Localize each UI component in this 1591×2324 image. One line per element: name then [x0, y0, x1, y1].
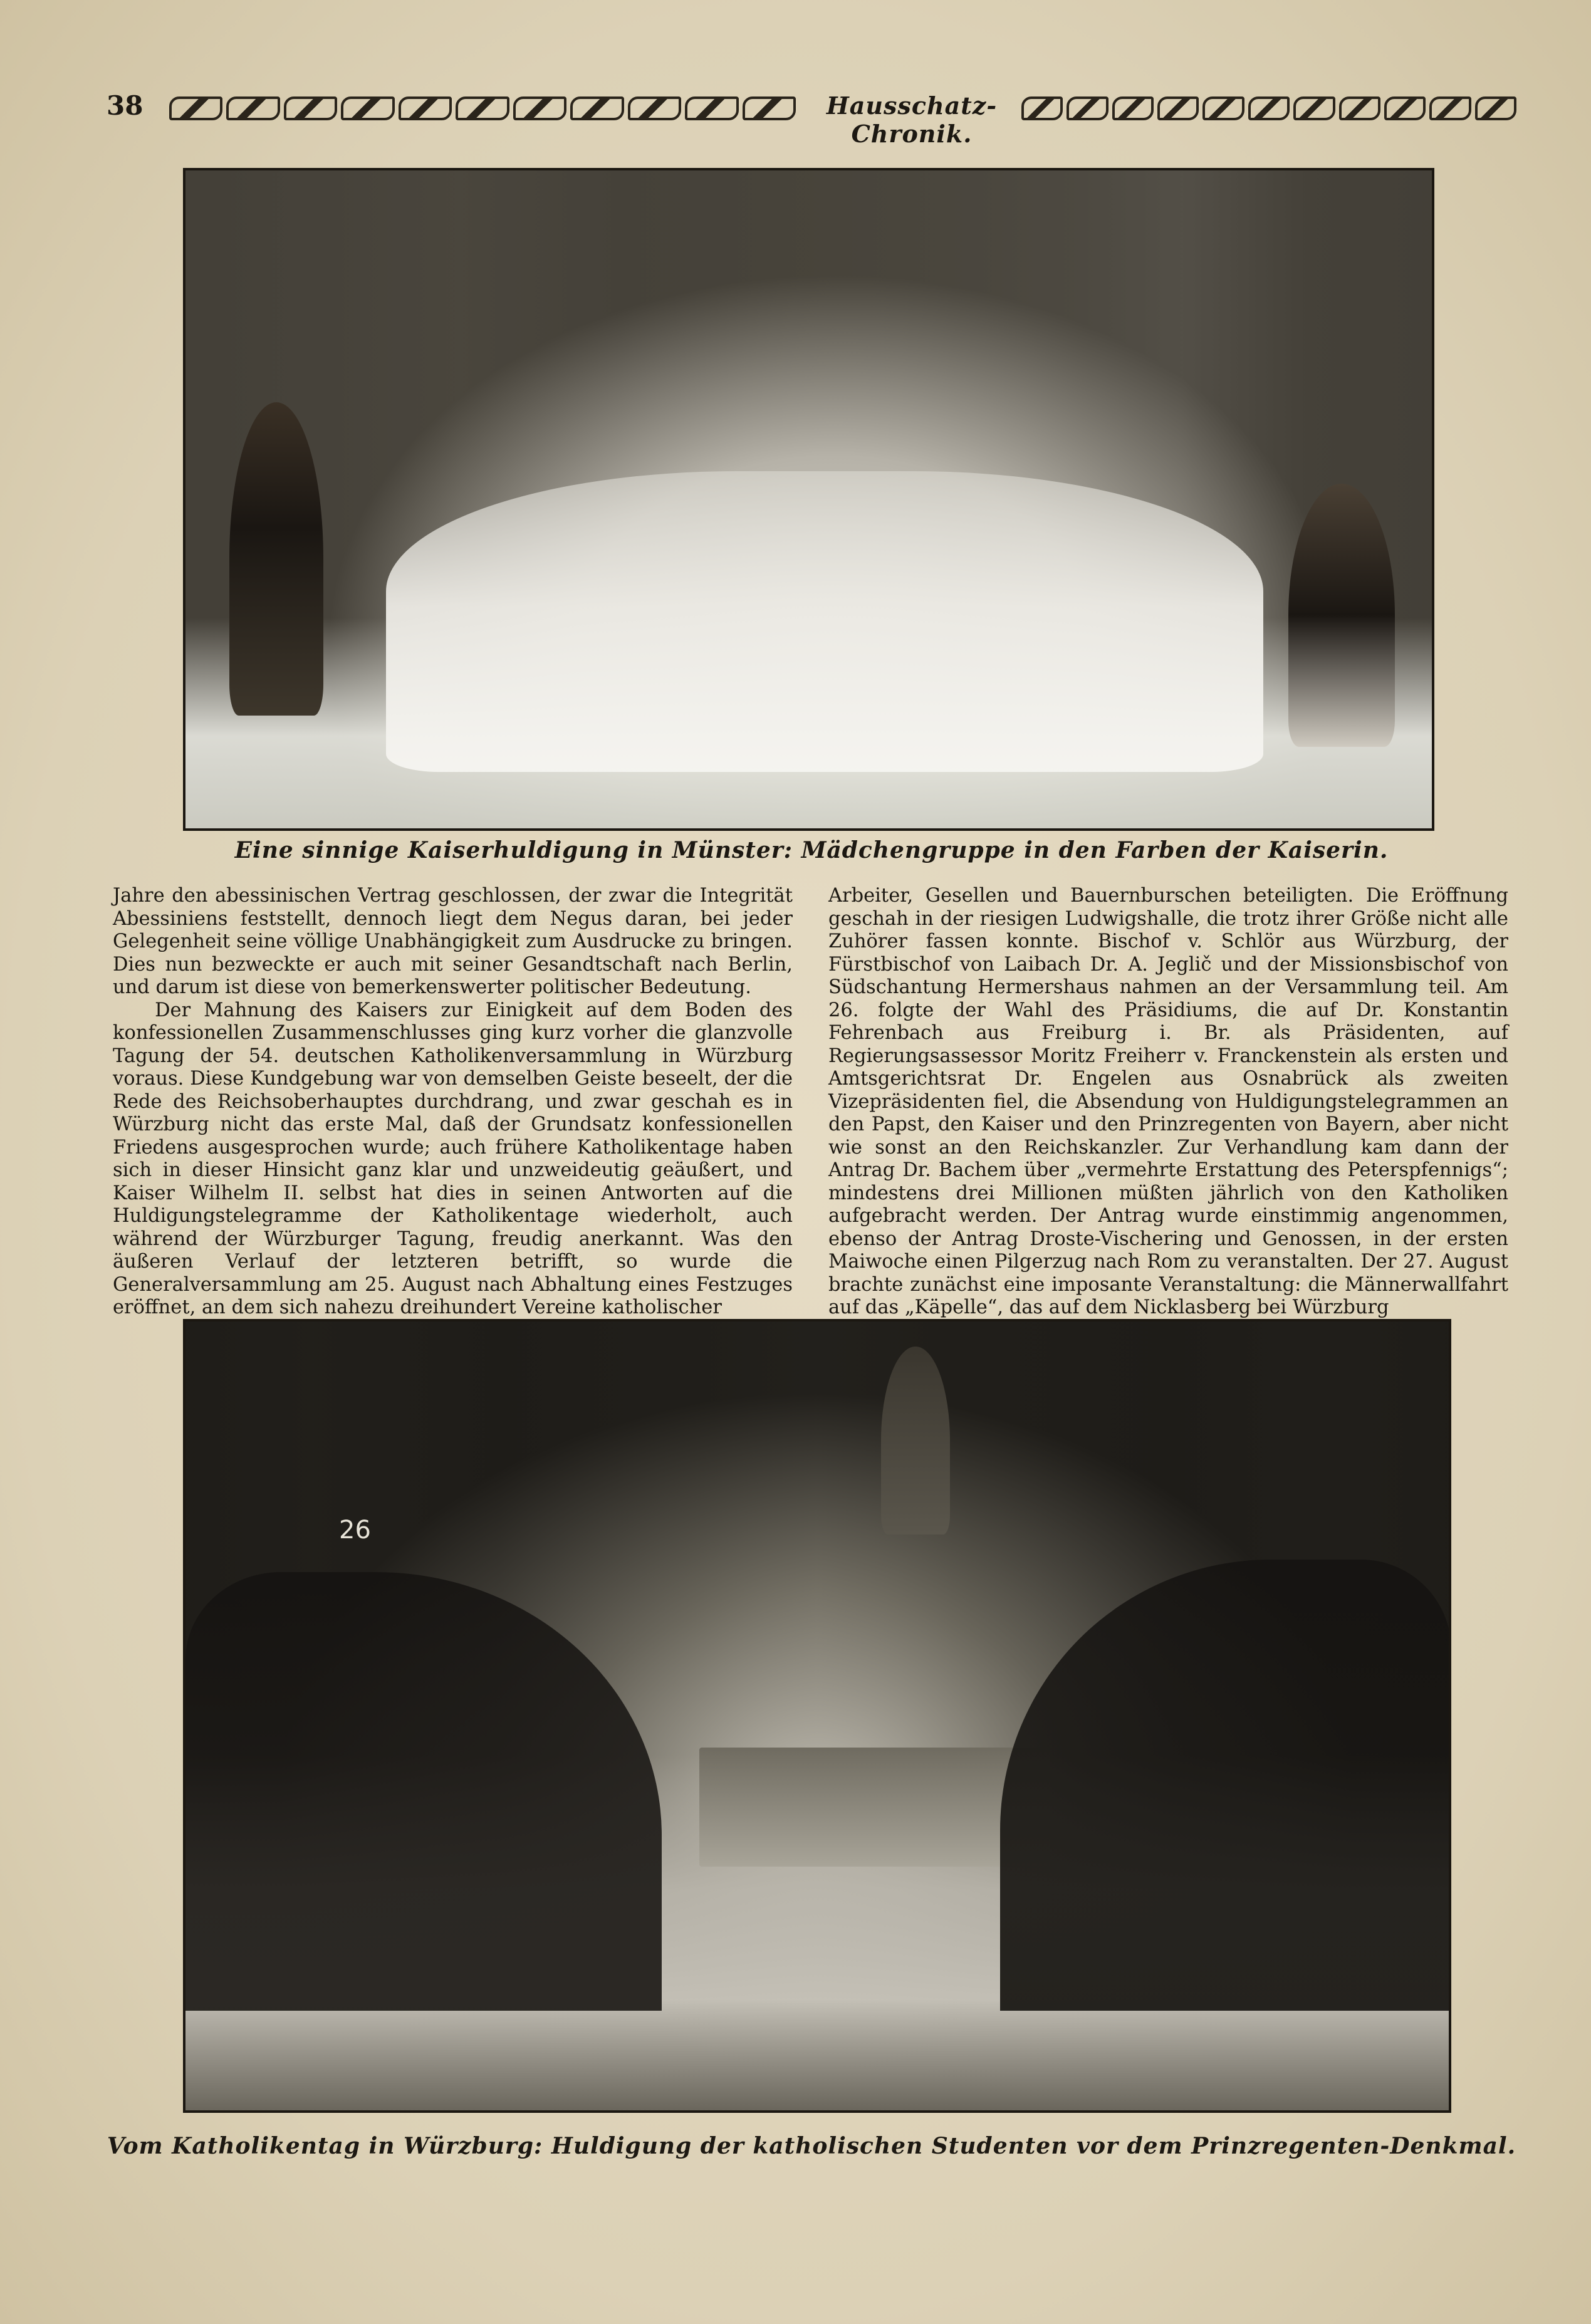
ornament-wave [1067, 96, 1108, 120]
header-title: Hausschatz-Chronik. [826, 91, 998, 148]
ornament-wave [1429, 96, 1471, 120]
paragraph: Arbeiter, Gesellen und Bauernburschen beteiligten. Die Eröffnung geschah in der riesigen Ludwigshalle, die trotz ihrer Größe nicht alle Zuhörer fassen konnte. Bischof v. Schlör aus Würzburg, der Fürstbischof von Laibach Dr. A. Jeglič und der Missionsbischof von Südschantung Hermershaus nahmen an der Versammlung teil. Am 26. folgte der Wahl des Präsidiums, die auf Dr. Konstantin Fehrenbach aus Freiburg i. Br. als Präsidenten, auf Regierungsassessor Moritz Freiherr v. Franckenstein als ersten und Amtsgerichtsrat Dr. Engelen aus Osnabrück als zweiten Vizepräsidenten fiel, die Absendung von Huldigungstelegrammen an den Papst, den Kaiser und den Prinzregenten von Bayern, aber nicht wie sonst an den Reichskanzler. Zur Verhandlung kam dann der Antrag Dr. Bachem über „vermehrte Erstattung des Peterspfennigs“; mindestens drei Millionen müßten jährlich von den Katholiken aufgebracht werden. Der Antrag wurde einstimmig angenommen, ebenso der Antrag Droste-Vischering und Genossen, in der ersten Maiwoche einen Pilgerzug nach Rom zu veranstalten. Der 27. August brachte zunächst eine imposante Veranstaltung: die Männerwallfahrt auf das „Käpelle“, das auf dem Nicklasberg bei Würzburg [828, 885, 1508, 1318]
monument-statue [881, 1347, 950, 1535]
ornament-wave [226, 96, 279, 120]
photo-student-homage [183, 1319, 1451, 2113]
paragraph: Jahre den abessinischen Vertrag geschlossen, der zwar die Integrität Abessiniens feststellt, dennoch liegt dem Negus daran, bei jeder Gelegenheit seine völlige Unabhängigkeit zum Ausdrucke zu bringen. Dies nun bezweckte er auch mit seiner Gesandtschaft nach Berlin, und darum ist diese von bemerkenswerter politischer Bedeutung. [113, 885, 793, 998]
ornament-wave [1157, 96, 1199, 120]
ornament-wave [341, 96, 394, 120]
ornament-wave [1475, 96, 1516, 120]
costumed-figure-right [1288, 484, 1395, 747]
caption-top: Eine sinnige Kaiserhuldigung in Münster: Mädchengruppe in den Farben der Kaiserin. [234, 837, 1389, 863]
page-number: 38 [107, 90, 143, 121]
header-ornament-left [169, 96, 796, 119]
ornament-wave [1202, 96, 1244, 120]
photo-marking: 26 [339, 1516, 371, 1545]
ornament-wave [513, 96, 566, 120]
ornament-wave [1021, 96, 1063, 120]
text-column-left [113, 885, 793, 1320]
paragraph: Der Mahnung des Kaisers zur Einigkeit auf dem Boden des konfessionellen Zusammenschlusses ging kurz vorher die glanzvolle Tagung der 54. deutschen Katholikenversammlung in Würzburg voraus. Diese Kundgebung war von demselben Geiste beseelt, der die Rede des Reichsoberhauptes durchdrang, und zwar geschah es in Würzburg nicht das erste Mal, daß der Grundsatz konfessionellen Friedens ausgesprochen wurde; auch frühere Katholikentage haben sich in dieser Hinsicht ganz klar und unzweideutig geäußert, und Kaiser Wilhelm II. selbst hat dies in seinen Antworten auf die Huldigungstelegramme der Katholikentage wiederholt, auch während der Würzburger Tagung, freudig anerkannt. Was den äußeren Verlauf der letzteren betrifft, so wurde die Generalversammlung am 25. August nach Abhaltung eines Festzuges eröffnet, an dem sich nahezu dreihundert Vereine katholischer [113, 999, 793, 1318]
monument-steps [699, 1748, 1050, 1867]
ornament-wave [628, 96, 681, 120]
ornament-wave [169, 96, 222, 120]
ornament-wave [570, 96, 623, 120]
ornament-wave [743, 96, 796, 120]
header-ornament-right [1021, 96, 1516, 119]
page-header [107, 88, 1516, 148]
photo-girls-group [183, 168, 1434, 831]
text-column-right [828, 885, 1508, 1320]
ornament-wave [399, 96, 452, 120]
crowd-right [1000, 1560, 1451, 2011]
ornament-wave [284, 96, 337, 120]
ornament-wave [1384, 96, 1426, 120]
girls-group [386, 471, 1263, 772]
costumed-figure-left [229, 402, 323, 716]
ornament-wave [456, 96, 509, 120]
crowd-left [185, 1572, 662, 2011]
ornament-wave [1339, 96, 1380, 120]
ornament-wave [1112, 96, 1154, 120]
ornament-wave [685, 96, 738, 120]
ornament-wave [1293, 96, 1335, 120]
caption-bottom: Vom Katholikentag in Würzburg: Huldigung der katholischen Studenten vor dem Prinzregenten-Denkmal. [107, 2133, 1516, 2159]
ornament-wave [1248, 96, 1290, 120]
